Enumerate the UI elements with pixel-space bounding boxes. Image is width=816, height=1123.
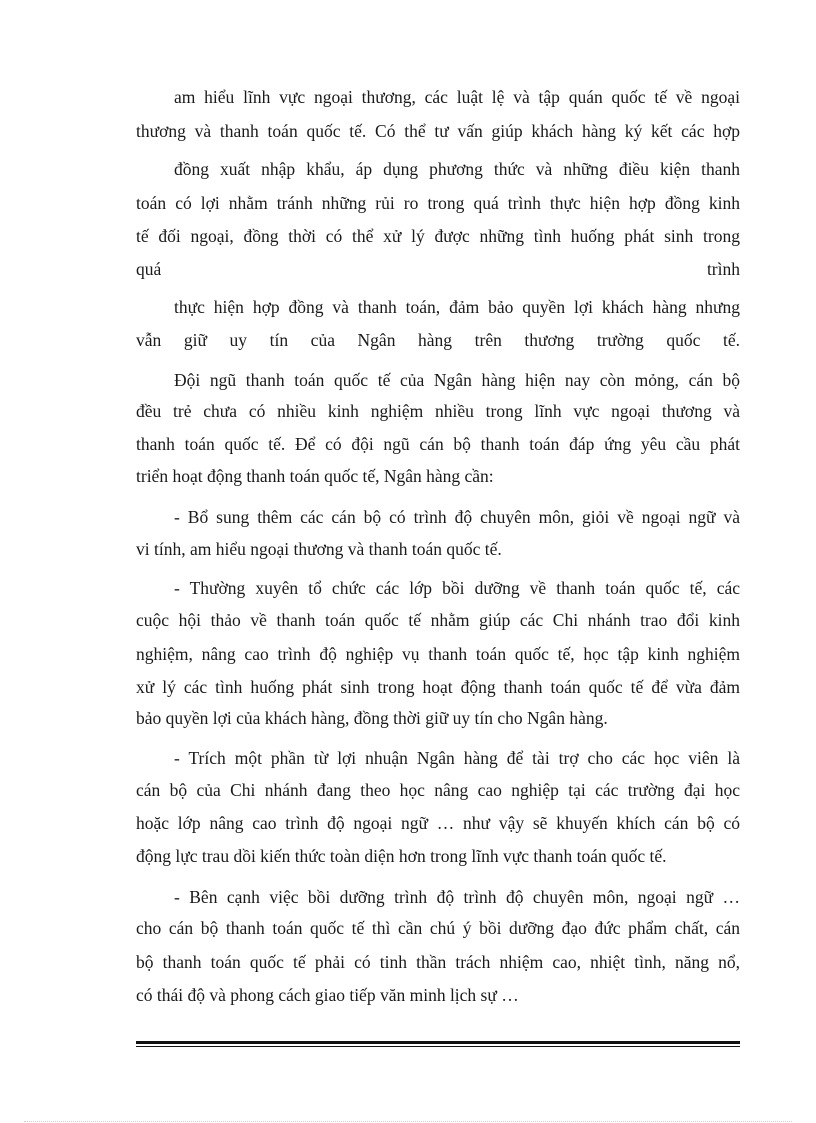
text-line: cán bộ của Chi nhánh đang theo học nâng cao nghiệp tại các trường đại học bbox=[136, 780, 740, 800]
text-line: - Bên cạnh việc bồi dưỡng trình độ trình độ chuyên môn, ngoại ngữ … bbox=[174, 887, 740, 907]
text-line: - Thường xuyên tổ chức các lớp bồi dưỡng về thanh toán quốc tế, các bbox=[174, 578, 740, 598]
text-line: nghiệm, nâng cao trình độ nghiệp vụ thanh toán quốc tế, học tập kinh nghiệm bbox=[136, 644, 740, 664]
text-line: hoặc lớp nâng cao trình độ ngoại ngữ … như vậy sẽ khuyến khích cán bộ có bbox=[136, 813, 740, 833]
text-line: thanh toán quốc tế. Để có đội ngũ cán bộ thanh toán đáp ứng yêu cầu phát bbox=[136, 434, 740, 454]
text-line: động lực trau dồi kiến thức toàn diện hơn trong lĩnh vực thanh toán quốc tế. bbox=[136, 846, 667, 866]
footer-double-rule bbox=[136, 1041, 740, 1047]
text-line: am hiểu lĩnh vực ngoại thương, các luật lệ và tập quán quốc tế về ngoại bbox=[174, 87, 740, 107]
text-line: đồng xuất nhập khẩu, áp dụng phương thức và những điều kiện thanh bbox=[174, 159, 740, 179]
text-line: có thái độ và phong cách giao tiếp văn minh lịch sự … bbox=[136, 985, 519, 1005]
text-line: thực hiện hợp đồng và thanh toán, đảm bảo quyền lợi khách hàng nhưng bbox=[174, 297, 740, 317]
text-line: đều trẻ chưa có nhiều kinh nghiệm nhiều trong lĩnh vực ngoại thương và bbox=[136, 401, 740, 421]
text-line: cho cán bộ thanh toán quốc tế thì cần chú ý bồi dưỡng đạo đức phẩm chất, cán bbox=[136, 918, 740, 938]
text-line: - Bổ sung thêm các cán bộ có trình độ chuyên môn, giỏi về ngoại ngữ và bbox=[174, 507, 740, 527]
text-line: bảo quyền lợi của khách hàng, đồng thời giữ uy tín cho Ngân hàng. bbox=[136, 708, 608, 728]
text-line-spread bbox=[136, 258, 740, 280]
text-line: toán có lợi nhằm tránh những rủi ro trong quá trình thực hiện hợp đồng kinh bbox=[136, 193, 740, 213]
text-line: xử lý các tình huống phát sinh trong hoạt động thanh toán quốc tế để vừa đảm bbox=[136, 677, 740, 697]
text-word: trình bbox=[706, 259, 740, 279]
text-word: quá bbox=[136, 259, 162, 279]
text-line: vi tính, am hiểu ngoại thương và thanh toán quốc tế. bbox=[136, 539, 502, 559]
text-line: thương và thanh toán quốc tế. Có thể tư vấn giúp khách hàng ký kết các hợp bbox=[136, 121, 740, 141]
text-line: vẫn giữ uy tín của Ngân hàng trên thương trường quốc tế. bbox=[136, 330, 740, 350]
text-line: - Trích một phần từ lợi nhuận Ngân hàng để tài trợ cho các học viên là bbox=[174, 748, 740, 768]
page-bottom-dotted-border bbox=[24, 1121, 792, 1122]
text-line: cuộc hội thảo về thanh toán quốc tế nhằm giúp các Chi nhánh trao đổi kinh bbox=[136, 610, 740, 630]
text-line: Đội ngũ thanh toán quốc tế của Ngân hàng hiện nay còn mỏng, cán bộ bbox=[174, 370, 740, 390]
text-line: bộ thanh toán quốc tế phải có tinh thần trách nhiệm cao, nhiệt tình, năng nổ, bbox=[136, 952, 740, 972]
text-line: triển hoạt động thanh toán quốc tế, Ngân hàng cần: bbox=[136, 466, 494, 486]
text-line: tế đối ngoại, đồng thời có thể xử lý được những tình huống phát sinh trong bbox=[136, 226, 740, 246]
